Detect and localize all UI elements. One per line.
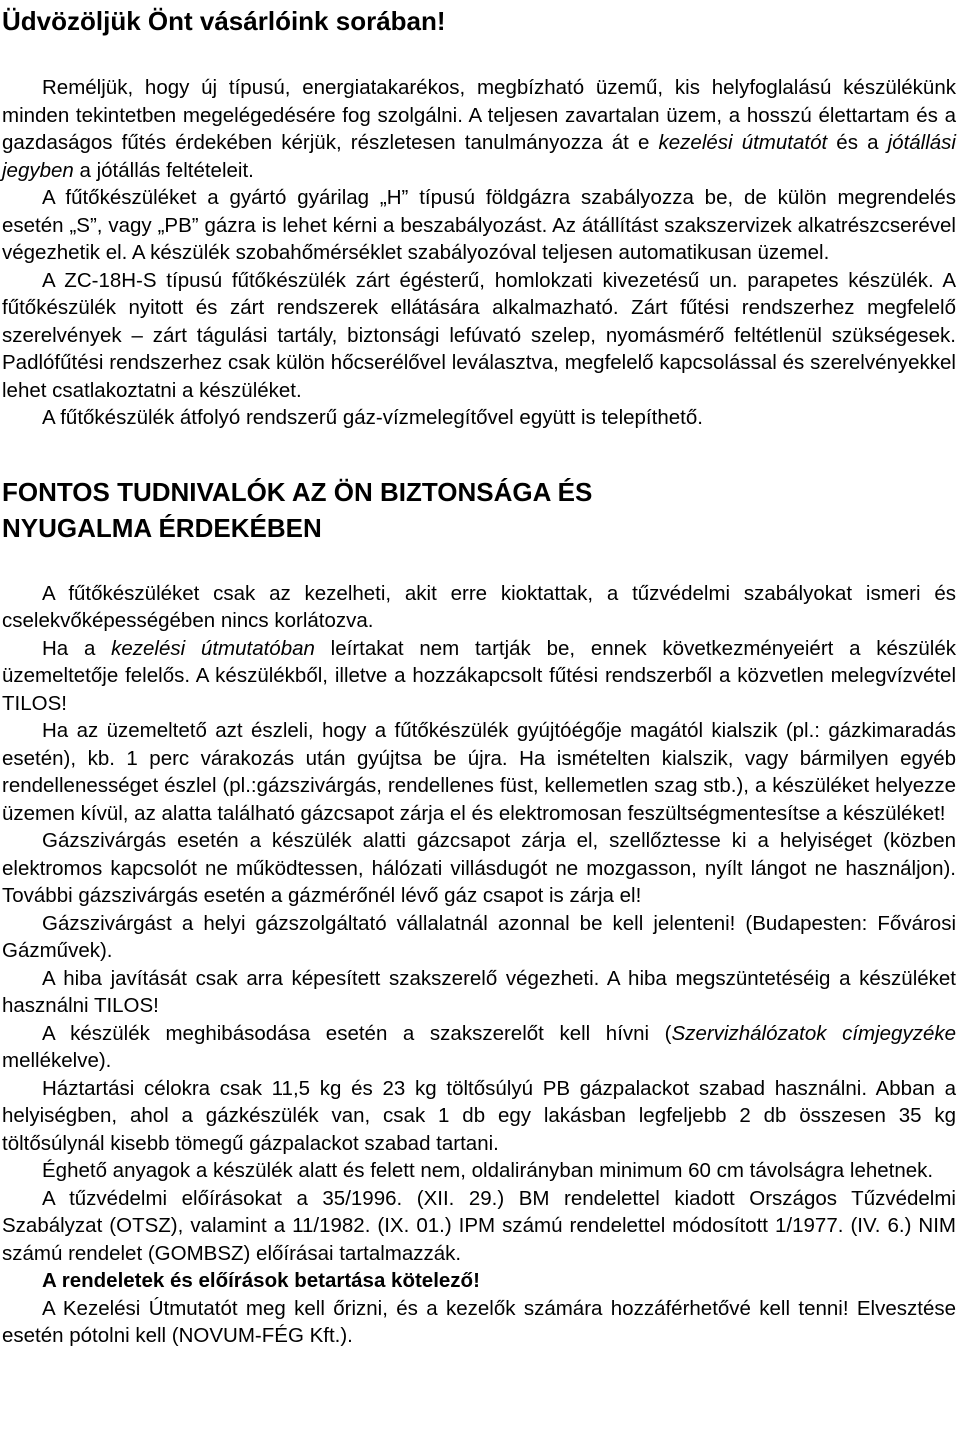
safety-paragraph-9: Éghető anyagok a készülék alatt és felett nem, oldalirányban minimum 60 cm távolságra lehetnek. [42, 1159, 934, 1182]
intro-paragraph-2: A fűtőkészüléket a gyártó gyárilag „H” típusú földgázra szabályozza be, de külön megrendelés esetén „S”, vagy „PB” gázra is lehet kérni a beszabályozást. Az átállítást szakszervizek alkatrészcserével végezhetik el. A készülék szobahőmérséklet szabályozóval teljesen automatikusan üzemel. [2, 186, 956, 264]
bold-warning: A rendeletek és előírások betartása kötelező! [42, 1269, 480, 1292]
safety-paragraph-3: Ha az üzemeltető azt észleli, hogy a fűtőkészülék gyújtóégője magától kialszik (pl.: gázkimaradás esetén), kb. 1 perc várakozás után gyújtsa be újra. Ha ismételten kialszik, vagy bármilyen egyéb rendellenességet észlel (pl.:gázszivárgás, rendellenes füst, kellemetlen szag stb.), a készüléket helyezze üzemen kívül, az alatta található gázcsapot zárja el és elektromosan feszültségmentesítse a készüléket! [2, 719, 956, 825]
emphasis-kezelesi-utmutatoban: kezelési útmutatóban [111, 636, 315, 660]
safety-paragraph-4: Gázszivárgás esetén a készülék alatti gázcsapot zárja el, szellőztesse ki a helyiséget (közben elektromos kapcsolót ne működtessen, hálózati villásdugót ne mozgasson, nyílt lángot ne használjon). További gázszivárgás esetén a gázmérőnél lévő gáz csapot is zárja el! [2, 829, 956, 907]
emphasis-kezelesi-utmutato: kezelési útmutatót [658, 131, 828, 154]
intro-paragraph-1: Reméljük, hogy új típusú, energiatakarékos, megbízható üzemű, kis helyfoglalású készülékünk minden tekintetben megelégedésére fog szolgálni. A teljesen zavartalan üzem, a hosszú élettartam és a gazdaságos fűtés érdekében kérjük, részletesen tanulmányozza át e kezelési útmutatót és a jótállási jegyben a jótállás feltételeit. [2, 76, 956, 182]
section-heading: FONTOS TUDNIVALÓK AZ ÖN BIZTONSÁGA ÉS NYUGALMA ÉRDEKÉBEN [2, 476, 593, 543]
safety-paragraph-2: Ha a kezelési útmutatóban leírtakat nem tartják be, ennek következményeiért a készülék üzemeltetője felelős. A készülékből, illetve a hozzákapcsolt fűtési rendszerből a közvetlen melegvízvétel TILOS! [2, 636, 957, 715]
safety-paragraph-11 [2, 1267, 956, 1295]
safety-paragraph-5: Gázszivárgást a helyi gázszolgáltató vállalatnál azonnal be kell jelenteni! (Budapesten: Fővárosi Gázművek). [2, 911, 956, 962]
safety-paragraph-6: A hiba javítását csak arra képesített szakszerelő végezheti. A hiba megszüntetéséig a készüléket használni TILOS! [2, 966, 956, 1017]
emphasis-jotallasi-jegy: jótállási jegyben [2, 131, 956, 182]
page-title: Üdvözöljük Önt vásárlóink sorában! [2, 6, 446, 36]
safety-paragraph-12: A Kezelési Útmutatót meg kell őrizni, és a kezelők számára hozzáférhetővé kell tenni! Elvesztése esetén pótolni kell (NOVUM-FÉG Kft.). [2, 1296, 956, 1347]
emphasis-szervizhalozatok: Szervizhálózatok címjegyzéke [671, 1021, 956, 1045]
safety-paragraph-8: Háztartási célokra csak 11,5 kg és 23 kg töltősúlyú PB gázpalackot szabad használni. Abban a helyiségben, ahol a gázkészülék van, csak 1 db egy lakásban legfeljebb 2 db összesen 35 kg töltősúlynál kisebb tömegű gázpalackot szabad tartani. [2, 1076, 956, 1155]
safety-paragraph-10: A tűzvédelmi előírásokat a 35/1996. (XII. 29.) BM rendelettel kiadott Országos Tűzvédelmi Szabályzat (OTSZ), valamint a 11/1982. (IX. 01.) IPM számú rendelettel módosított 1/1977. (IV. 6.) NIM számú rendelet (GOMBSZ) előírásai tartalmazzák. [2, 1186, 956, 1265]
safety-paragraph-1: A fűtőkészüléket csak az kezelheti, akit erre kioktattak, a tűzvédelmi szabályokat ismeri és cselekvőképességében nincs korlátozva. [2, 581, 956, 632]
intro-paragraph-3: A ZC-18H-S típusú fűtőkészülék zárt égésterű, homlokzati kivezetésű un. parapetes készülék. A fűtőkészülék nyitott és zárt rendszerek ellátására alkalmazható. Zárt fűtési rendszerhez megfelelő szerelvények – zárt tágulási tartály, biztonsági lefúvató szelep, nyomásmérő feltétlenül szükségesek. Padlófűtési rendszerhez csak külön hőcserélővel leválasztva, megfelelő kapcsolással és szerelvényekkel lehet csatlakoztatni a készüléket. [2, 268, 956, 402]
intro-paragraph-4: A fűtőkészülék átfolyó rendszerű gáz-vízmelegítővel együtt is telepíthető. [42, 406, 703, 429]
safety-paragraph-7: A készülék meghibásodása esetén a szakszerelőt kell hívni (Szervizhálózatok címjegyzéke mellékelve). [2, 1021, 956, 1072]
